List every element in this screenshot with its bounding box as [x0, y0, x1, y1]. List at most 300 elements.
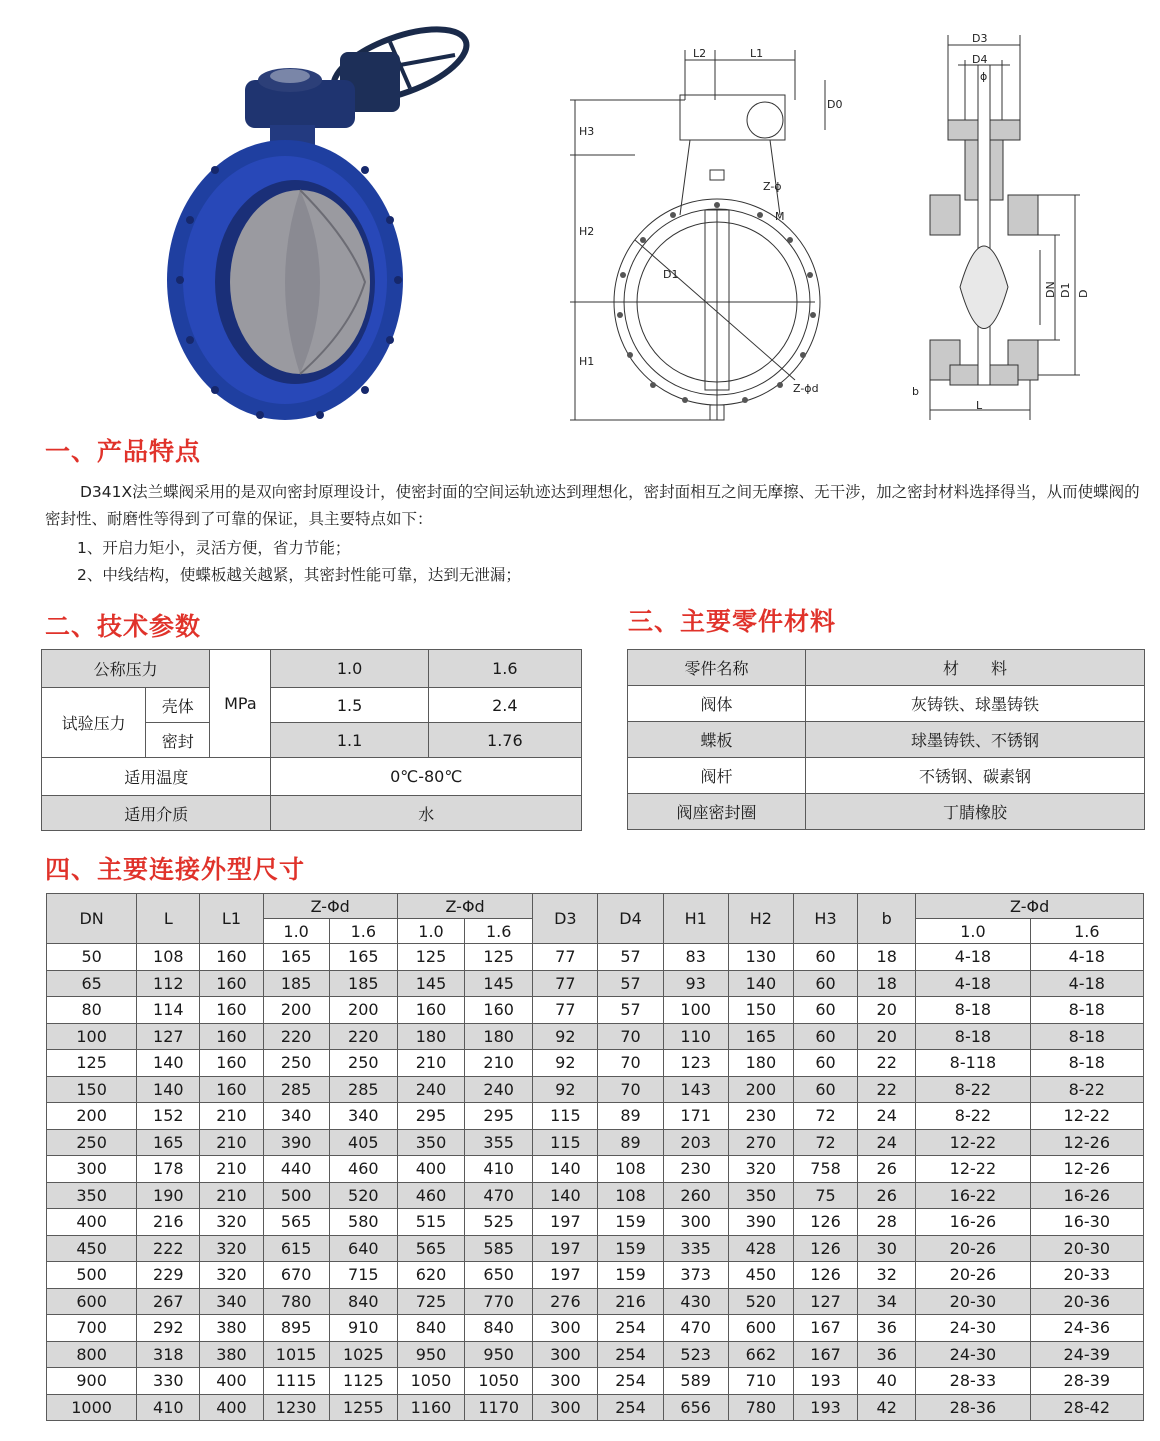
table-cell: 89 — [598, 1129, 663, 1156]
table-row — [47, 1315, 1144, 1342]
table-cell: 222 — [137, 1235, 200, 1262]
table-cell: 210 — [397, 1050, 464, 1077]
table-cell: 165 — [329, 944, 397, 971]
table-cell: 127 — [793, 1288, 857, 1315]
table-cell: 8-18 — [916, 1023, 1030, 1050]
table-cell: 171 — [663, 1103, 728, 1130]
table-cell: 1255 — [329, 1394, 397, 1421]
table-cell: 200 — [263, 997, 329, 1024]
table-cell: 565 — [397, 1235, 464, 1262]
table-cell: 140 — [137, 1076, 200, 1103]
table-cell: 92 — [533, 1023, 598, 1050]
table-cell: 240 — [465, 1076, 533, 1103]
label-L1: L1 — [750, 47, 764, 60]
table-cell: 4-18 — [1030, 944, 1143, 971]
table-cell: 60 — [793, 1050, 857, 1077]
side-section-drawing — [900, 25, 1110, 425]
material-row-material: 球墨铸铁、不锈钢 — [806, 722, 1145, 758]
table-cell: 28-39 — [1030, 1368, 1143, 1395]
table-row — [47, 1262, 1144, 1289]
table-cell: 140 — [533, 1182, 598, 1209]
table-cell: 210 — [200, 1156, 263, 1183]
header-h1: H1 — [663, 894, 728, 944]
table-row — [47, 1288, 1144, 1315]
table-cell: 525 — [465, 1209, 533, 1236]
table-cell: 580 — [329, 1209, 397, 1236]
table-cell: 8-22 — [916, 1103, 1030, 1130]
header-l: L — [137, 894, 200, 944]
table-cell: 380 — [200, 1315, 263, 1342]
table-cell: 34 — [858, 1288, 916, 1315]
table-cell: 167 — [793, 1315, 857, 1342]
table-cell: 150 — [47, 1076, 137, 1103]
table-cell: 108 — [598, 1156, 663, 1183]
table-cell: 123 — [663, 1050, 728, 1077]
table-row — [47, 1235, 1144, 1262]
table-cell: 126 — [793, 1262, 857, 1289]
seal-label: 密封 — [146, 723, 210, 758]
table-cell: 267 — [137, 1288, 200, 1315]
table-cell: 780 — [728, 1394, 793, 1421]
seal-value-1: 1.1 — [271, 723, 428, 758]
table-cell: 60 — [793, 970, 857, 997]
table-cell: 700 — [47, 1315, 137, 1342]
table-cell: 140 — [728, 970, 793, 997]
test-pressure-label: 试验压力 — [42, 688, 146, 758]
table-cell: 28-36 — [916, 1394, 1030, 1421]
feature-item-2: 2、中线结构，使蝶板越关越紧，其密封性能可靠，达到无泄漏； — [77, 566, 521, 584]
table-cell: 127 — [137, 1023, 200, 1050]
table-cell: 900 — [47, 1368, 137, 1395]
table-cell: 125 — [397, 944, 464, 971]
table-cell: 350 — [397, 1129, 464, 1156]
table-cell: 254 — [598, 1315, 663, 1342]
table-cell: 160 — [200, 997, 263, 1024]
table-cell: 93 — [663, 970, 728, 997]
table-cell: 160 — [200, 1050, 263, 1077]
table-cell: 300 — [533, 1341, 598, 1368]
table-cell: 24-30 — [916, 1315, 1030, 1342]
table-cell: 70 — [598, 1050, 663, 1077]
label-L2: L2 — [693, 47, 707, 60]
table-cell: 16-26 — [916, 1209, 1030, 1236]
table-row — [47, 997, 1144, 1024]
table-cell: 200 — [47, 1103, 137, 1130]
table-cell: 390 — [263, 1129, 329, 1156]
table-cell: 300 — [533, 1368, 598, 1395]
table-cell: 80 — [47, 997, 137, 1024]
table-cell: 565 — [263, 1209, 329, 1236]
table-cell: 400 — [47, 1209, 137, 1236]
table-cell: 285 — [263, 1076, 329, 1103]
table-cell: 28 — [858, 1209, 916, 1236]
header-h2: H2 — [728, 894, 793, 944]
dims-title: 四、主要连接外型尺寸 — [45, 855, 306, 884]
table-cell: 8-22 — [1030, 1076, 1143, 1103]
table-cell: 20-36 — [1030, 1288, 1143, 1315]
table-cell: 57 — [598, 970, 663, 997]
table-cell: 57 — [598, 944, 663, 971]
table-cell: 20-33 — [1030, 1262, 1143, 1289]
label-z-phid: Z-ϕd — [793, 382, 819, 395]
features-intro: D341X法兰蝶阀采用的是双向密封原理设计，使密封面的空间运轨迹达到理想化，密封面相互之间无摩擦、无干涉，加之密封材料选择得当，从而使蝶阀的密封性、耐磨性等得到了可靠的保证，具主要特点如下： — [45, 483, 1140, 528]
table-cell: 24 — [858, 1103, 916, 1130]
table-row — [47, 970, 1144, 997]
header-z-phid-b: Z-Φd — [397, 894, 532, 919]
table-cell: 430 — [663, 1288, 728, 1315]
table-cell: 140 — [137, 1050, 200, 1077]
table-cell: 390 — [728, 1209, 793, 1236]
table-cell: 335 — [663, 1235, 728, 1262]
table-cell: 150 — [728, 997, 793, 1024]
header-h3: H3 — [793, 894, 857, 944]
table-cell: 160 — [200, 944, 263, 971]
table-cell: 410 — [465, 1156, 533, 1183]
table-cell: 400 — [397, 1156, 464, 1183]
table-cell: 8-18 — [916, 997, 1030, 1024]
table-cell: 160 — [200, 970, 263, 997]
label-D4: D4 — [972, 53, 988, 66]
header-z-phid-a: Z-Φd — [263, 894, 397, 919]
shell-label: 壳体 — [146, 688, 210, 723]
table-row — [47, 1023, 1144, 1050]
table-row — [47, 1209, 1144, 1236]
table-cell: 8-18 — [1030, 1050, 1143, 1077]
table-cell: 1025 — [329, 1341, 397, 1368]
temperature-label: 适用温度 — [42, 758, 271, 796]
table-cell: 42 — [858, 1394, 916, 1421]
table-cell: 60 — [793, 944, 857, 971]
table-cell: 159 — [598, 1235, 663, 1262]
table-cell: 185 — [329, 970, 397, 997]
table-cell: 285 — [329, 1076, 397, 1103]
table-cell: 72 — [793, 1129, 857, 1156]
table-cell: 143 — [663, 1076, 728, 1103]
table-row — [47, 1129, 1144, 1156]
table-cell: 140 — [533, 1156, 598, 1183]
table-row — [47, 1368, 1144, 1395]
table-cell: 1170 — [465, 1394, 533, 1421]
table-cell: 197 — [533, 1262, 598, 1289]
label-M: M — [775, 210, 785, 223]
table-cell: 373 — [663, 1262, 728, 1289]
medium-label: 适用介质 — [42, 796, 271, 831]
table-cell: 840 — [329, 1288, 397, 1315]
sub-header-1-6: 1.6 — [329, 919, 397, 944]
table-cell: 300 — [533, 1315, 598, 1342]
label-L: L — [976, 399, 983, 412]
front-view-drawing — [565, 40, 855, 435]
table-row — [47, 1394, 1144, 1421]
table-cell: 36 — [858, 1341, 916, 1368]
table-cell: 160 — [465, 997, 533, 1024]
table-cell: 22 — [858, 1076, 916, 1103]
table-cell: 295 — [465, 1103, 533, 1130]
table-cell: 1125 — [329, 1368, 397, 1395]
table-cell: 20-26 — [916, 1235, 1030, 1262]
table-cell: 20-30 — [1030, 1235, 1143, 1262]
table-cell: 340 — [263, 1103, 329, 1130]
materials-title: 三、主要零件材料 — [628, 607, 837, 636]
table-cell: 193 — [793, 1368, 857, 1395]
table-cell: 585 — [465, 1235, 533, 1262]
table-cell: 26 — [858, 1182, 916, 1209]
table-cell: 725 — [397, 1288, 464, 1315]
table-cell: 500 — [47, 1262, 137, 1289]
table-cell: 380 — [200, 1341, 263, 1368]
table-cell: 18 — [858, 944, 916, 971]
table-cell: 65 — [47, 970, 137, 997]
sub-header-1-0: 1.0 — [916, 919, 1030, 944]
label-D1-side: D1 — [1059, 282, 1072, 298]
table-cell: 16-30 — [1030, 1209, 1143, 1236]
table-cell: 115 — [533, 1129, 598, 1156]
table-cell: 340 — [329, 1103, 397, 1130]
table-cell: 450 — [47, 1235, 137, 1262]
table-cell: 910 — [329, 1315, 397, 1342]
table-cell: 292 — [137, 1315, 200, 1342]
header-z-phid-c: Z-Φd — [916, 894, 1144, 919]
table-row — [47, 1156, 1144, 1183]
sub-header-1-6: 1.6 — [1030, 919, 1143, 944]
pressure-1-6: 1.6 — [428, 650, 581, 688]
table-cell: 193 — [793, 1394, 857, 1421]
table-cell: 28-42 — [1030, 1394, 1143, 1421]
table-cell: 600 — [728, 1315, 793, 1342]
label-D3: D3 — [972, 32, 988, 45]
table-cell: 16-26 — [1030, 1182, 1143, 1209]
table-cell: 92 — [533, 1076, 598, 1103]
table-cell: 216 — [598, 1288, 663, 1315]
table-cell: 8-118 — [916, 1050, 1030, 1077]
table-cell: 1050 — [465, 1368, 533, 1395]
table-cell: 152 — [137, 1103, 200, 1130]
table-cell: 350 — [728, 1182, 793, 1209]
table-cell: 254 — [598, 1341, 663, 1368]
table-cell: 89 — [598, 1103, 663, 1130]
table-cell: 254 — [598, 1394, 663, 1421]
table-cell: 800 — [47, 1341, 137, 1368]
table-cell: 210 — [200, 1103, 263, 1130]
table-cell: 250 — [47, 1129, 137, 1156]
table-row — [47, 944, 1144, 971]
table-cell: 216 — [137, 1209, 200, 1236]
table-cell: 770 — [465, 1288, 533, 1315]
table-cell: 70 — [598, 1076, 663, 1103]
table-cell: 440 — [263, 1156, 329, 1183]
header-l1: L1 — [200, 894, 263, 944]
table-cell: 240 — [397, 1076, 464, 1103]
table-cell: 36 — [858, 1315, 916, 1342]
table-cell: 114 — [137, 997, 200, 1024]
table-cell: 230 — [728, 1103, 793, 1130]
table-cell: 26 — [858, 1156, 916, 1183]
table-cell: 160 — [397, 997, 464, 1024]
table-row — [47, 1103, 1144, 1130]
label-b: b — [912, 385, 919, 398]
dimensions-table — [46, 893, 1144, 1421]
table-cell: 523 — [663, 1341, 728, 1368]
table-cell: 220 — [263, 1023, 329, 1050]
table-cell: 165 — [263, 944, 329, 971]
table-cell: 24-39 — [1030, 1341, 1143, 1368]
table-cell: 160 — [200, 1076, 263, 1103]
table-cell: 260 — [663, 1182, 728, 1209]
nominal-pressure-label: 公称压力 — [42, 650, 210, 688]
table-cell: 197 — [533, 1235, 598, 1262]
material-row-material: 丁腈橡胶 — [806, 794, 1145, 830]
tech-parameters-table — [41, 649, 582, 831]
table-cell: 300 — [663, 1209, 728, 1236]
table-cell: 40 — [858, 1368, 916, 1395]
table-cell: 100 — [47, 1023, 137, 1050]
sub-header-1-6: 1.6 — [465, 919, 533, 944]
pressure-1-0: 1.0 — [271, 650, 428, 688]
table-cell: 115 — [533, 1103, 598, 1130]
table-cell: 450 — [728, 1262, 793, 1289]
table-cell: 180 — [397, 1023, 464, 1050]
table-cell: 840 — [465, 1315, 533, 1342]
table-cell: 18 — [858, 970, 916, 997]
sub-header-1-0: 1.0 — [263, 919, 329, 944]
table-cell: 125 — [47, 1050, 137, 1077]
table-cell: 50 — [47, 944, 137, 971]
table-cell: 460 — [397, 1182, 464, 1209]
header-dn: DN — [47, 894, 137, 944]
table-cell: 57 — [598, 997, 663, 1024]
table-cell: 32 — [858, 1262, 916, 1289]
table-cell: 355 — [465, 1129, 533, 1156]
table-cell: 110 — [663, 1023, 728, 1050]
table-cell: 12-26 — [1030, 1129, 1143, 1156]
table-cell: 230 — [663, 1156, 728, 1183]
label-H3: H3 — [579, 125, 595, 138]
table-cell: 210 — [200, 1182, 263, 1209]
table-cell: 8-18 — [1030, 997, 1143, 1024]
temperature-value: 0℃-80℃ — [271, 758, 582, 796]
table-cell: 320 — [200, 1209, 263, 1236]
table-cell: 130 — [728, 944, 793, 971]
table-cell: 145 — [465, 970, 533, 997]
sub-header-1-0: 1.0 — [397, 919, 464, 944]
table-cell: 112 — [137, 970, 200, 997]
table-cell: 16-22 — [916, 1182, 1030, 1209]
table-cell: 167 — [793, 1341, 857, 1368]
table-cell: 108 — [598, 1182, 663, 1209]
table-cell: 30 — [858, 1235, 916, 1262]
table-cell: 70 — [598, 1023, 663, 1050]
table-cell: 126 — [793, 1209, 857, 1236]
table-cell: 165 — [728, 1023, 793, 1050]
table-cell: 4-18 — [916, 944, 1030, 971]
header-b: b — [858, 894, 916, 944]
table-cell: 229 — [137, 1262, 200, 1289]
table-cell: 460 — [329, 1156, 397, 1183]
table-cell: 276 — [533, 1288, 598, 1315]
table-cell: 520 — [728, 1288, 793, 1315]
table-cell: 318 — [137, 1341, 200, 1368]
table-cell: 662 — [728, 1341, 793, 1368]
table-cell: 24-36 — [1030, 1315, 1143, 1342]
table-cell: 589 — [663, 1368, 728, 1395]
table-cell: 254 — [598, 1368, 663, 1395]
table-cell: 615 — [263, 1235, 329, 1262]
table-cell: 72 — [793, 1103, 857, 1130]
table-cell: 12-26 — [1030, 1156, 1143, 1183]
table-row — [47, 1182, 1144, 1209]
table-cell: 470 — [465, 1182, 533, 1209]
table-cell: 210 — [465, 1050, 533, 1077]
table-cell: 200 — [728, 1076, 793, 1103]
table-cell: 950 — [397, 1341, 464, 1368]
materials-head-part: 零件名称 — [628, 650, 806, 686]
table-cell: 1000 — [47, 1394, 137, 1421]
unit-mpa: MPa — [210, 650, 271, 758]
table-cell: 320 — [200, 1262, 263, 1289]
feature-item-1: 1、开启力矩小，灵活方便，省力节能； — [77, 539, 351, 557]
material-row-part: 蝶板 — [628, 722, 806, 758]
table-cell: 715 — [329, 1262, 397, 1289]
table-cell: 1160 — [397, 1394, 464, 1421]
table-row — [47, 1076, 1144, 1103]
label-D1: D1 — [663, 268, 679, 281]
table-cell: 8-22 — [916, 1076, 1030, 1103]
table-cell: 60 — [793, 1023, 857, 1050]
table-cell: 75 — [793, 1182, 857, 1209]
table-cell: 180 — [728, 1050, 793, 1077]
table-cell: 60 — [793, 997, 857, 1024]
table-cell: 300 — [47, 1156, 137, 1183]
table-cell: 650 — [465, 1262, 533, 1289]
table-cell: 20-30 — [916, 1288, 1030, 1315]
table-cell: 180 — [465, 1023, 533, 1050]
material-row-part: 阀体 — [628, 686, 806, 722]
table-cell: 210 — [200, 1129, 263, 1156]
table-cell: 126 — [793, 1235, 857, 1262]
table-cell: 8-18 — [1030, 1023, 1143, 1050]
table-cell: 250 — [263, 1050, 329, 1077]
table-cell: 410 — [137, 1394, 200, 1421]
header-d4: D4 — [598, 894, 663, 944]
table-cell: 600 — [47, 1288, 137, 1315]
header-d3: D3 — [533, 894, 598, 944]
table-cell: 77 — [533, 970, 598, 997]
label-z-phi: Z-ϕ — [763, 180, 782, 193]
table-cell: 330 — [137, 1368, 200, 1395]
table-cell: 400 — [200, 1394, 263, 1421]
table-cell: 203 — [663, 1129, 728, 1156]
table-cell: 12-22 — [916, 1129, 1030, 1156]
table-cell: 1050 — [397, 1368, 464, 1395]
shell-value-1: 1.5 — [271, 688, 428, 723]
table-cell: 77 — [533, 944, 598, 971]
table-cell: 77 — [533, 997, 598, 1024]
table-cell: 4-18 — [916, 970, 1030, 997]
table-cell: 1230 — [263, 1394, 329, 1421]
table-cell: 515 — [397, 1209, 464, 1236]
table-cell: 500 — [263, 1182, 329, 1209]
table-cell: 60 — [793, 1076, 857, 1103]
label-D0: D0 — [827, 98, 843, 111]
table-cell: 1015 — [263, 1341, 329, 1368]
table-cell: 300 — [533, 1394, 598, 1421]
label-D: D — [1077, 289, 1090, 298]
table-cell: 165 — [137, 1129, 200, 1156]
table-cell: 840 — [397, 1315, 464, 1342]
materials-head-material: 材 料 — [806, 650, 1145, 686]
table-cell: 470 — [663, 1315, 728, 1342]
table-cell: 656 — [663, 1394, 728, 1421]
